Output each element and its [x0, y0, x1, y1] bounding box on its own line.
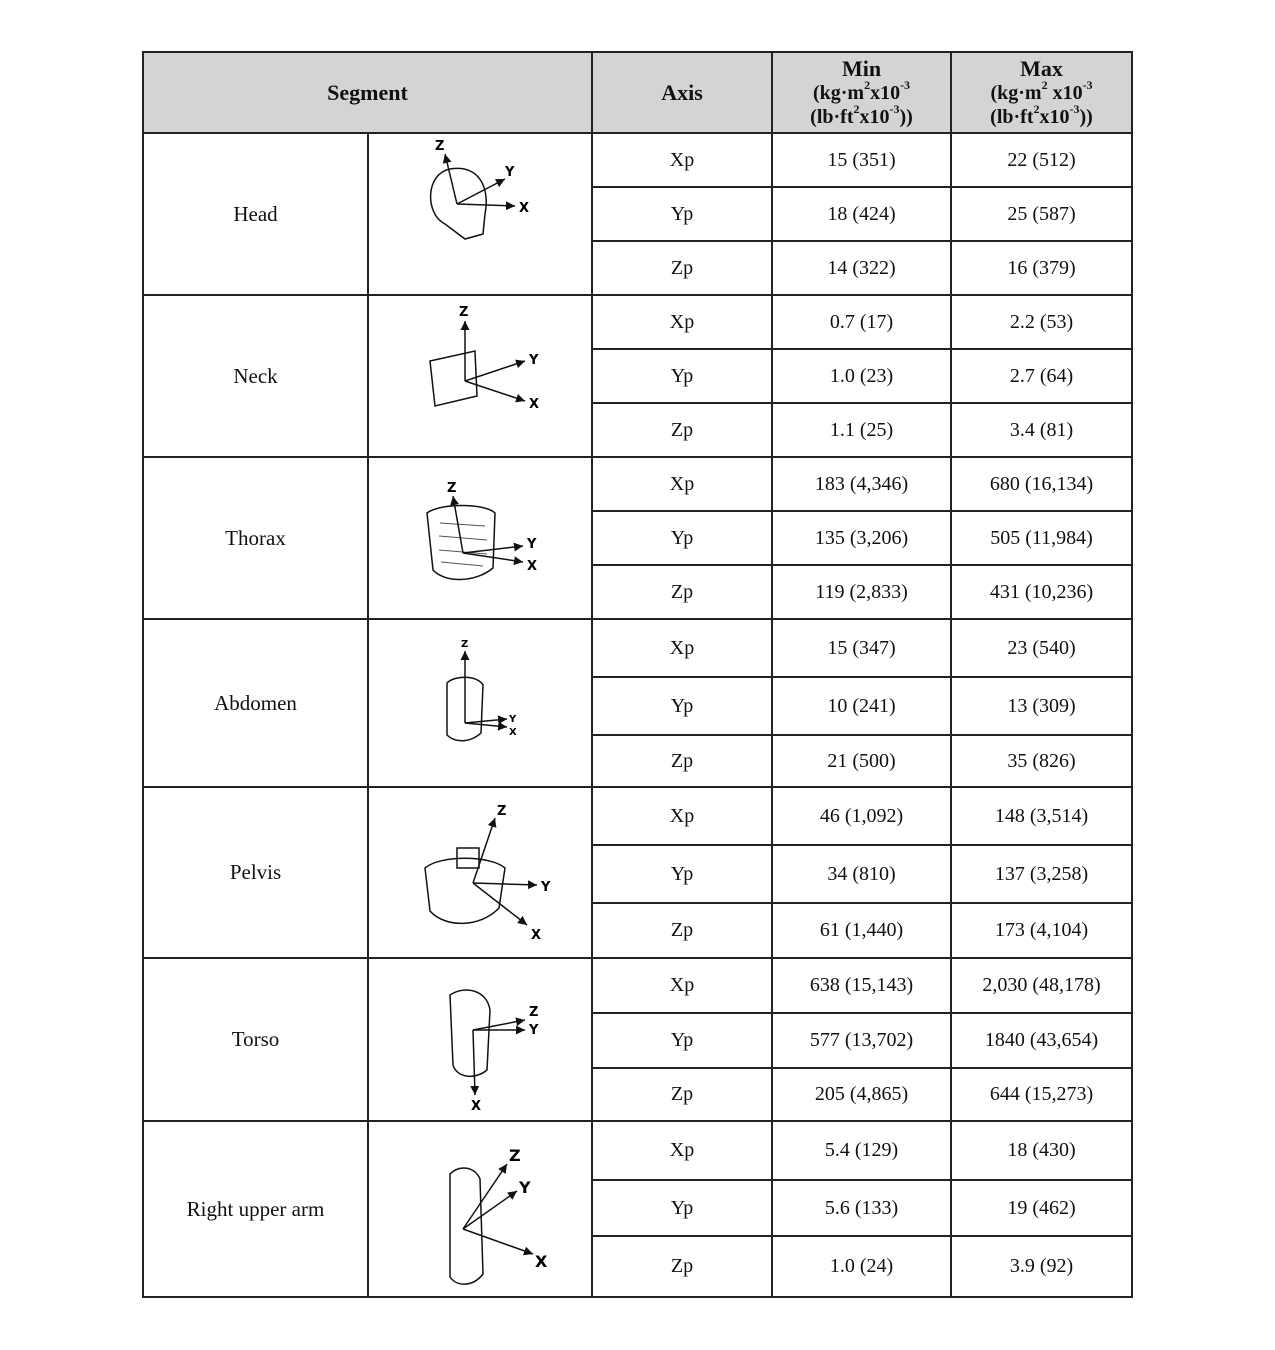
svg-text:Z: Z	[447, 481, 457, 496]
svg-text:Y: Y	[541, 879, 551, 895]
axis-cell: Zp	[592, 1068, 772, 1121]
axis-header: Axis	[592, 52, 772, 133]
svg-text:X: X	[527, 559, 538, 574]
svg-text:Z: Z	[529, 1004, 539, 1020]
axis-cell: Zp	[592, 241, 772, 295]
axis-cell: Yp	[592, 349, 772, 403]
min-cell: 5.4 (129)	[772, 1121, 951, 1180]
max-cell: 16 (379)	[951, 241, 1132, 295]
min-cell: 14 (322)	[772, 241, 951, 295]
torso-icon	[368, 958, 592, 1121]
max-cell: 431 (10,236)	[951, 565, 1132, 619]
axis-cell: Yp	[592, 845, 772, 903]
min-cell: 61 (1,440)	[772, 903, 951, 958]
max-cell: 3.4 (81)	[951, 403, 1132, 457]
min-header-title: Min	[841, 55, 882, 81]
min-cell: 10 (241)	[772, 677, 951, 735]
table-row	[143, 958, 1132, 1013]
axis-cell: Zp	[592, 735, 772, 787]
svg-text:X: X	[529, 397, 540, 412]
min-cell: 119 (2,833)	[772, 565, 951, 619]
svg-text:Y: Y	[527, 537, 537, 552]
segment-name: Abdomen	[143, 619, 368, 787]
max-cell: 2.7 (64)	[951, 349, 1132, 403]
axis-cell: Yp	[592, 677, 772, 735]
max-cell: 35 (826)	[951, 735, 1132, 787]
svg-text:Y: Y	[529, 353, 539, 368]
head-icon	[368, 133, 592, 295]
min-cell: 638 (15,143)	[772, 958, 951, 1013]
axis-cell: Zp	[592, 565, 772, 619]
min-cell: 1.0 (23)	[772, 349, 951, 403]
axis-cell: Xp	[592, 133, 772, 187]
axis-cell: Zp	[592, 903, 772, 958]
max-cell: 148 (3,514)	[951, 787, 1132, 845]
max-cell: 22 (512)	[951, 133, 1132, 187]
min-cell: 18 (424)	[772, 187, 951, 241]
max-cell: 173 (4,104)	[951, 903, 1132, 958]
axis-cell: Xp	[592, 958, 772, 1013]
max-cell: 3.9 (92)	[951, 1236, 1132, 1297]
min-cell: 577 (13,702)	[772, 1013, 951, 1068]
inertia-table	[142, 51, 1133, 1298]
svg-text:X: X	[531, 927, 542, 943]
axis-cell: Zp	[592, 1236, 772, 1297]
axis-cell: Yp	[592, 1180, 772, 1236]
axis-cell: Yp	[592, 1013, 772, 1068]
min-header-si-unit: ($kg\cdot m^2x10^{-3}$	[812, 77, 911, 104]
min-cell: 135 (3,206)	[772, 511, 951, 565]
segment-name: Thorax	[143, 457, 368, 619]
min-cell: 15 (347)	[772, 619, 951, 677]
svg-text:Z: Z	[435, 139, 445, 154]
svg-text:Z: Z	[509, 1146, 521, 1165]
svg-text:X: X	[509, 727, 517, 738]
svg-text:Y: Y	[505, 165, 515, 180]
max-header-title: Max	[1020, 55, 1063, 81]
min-cell: 5.6 (133)	[772, 1180, 951, 1236]
max-cell: 13 (309)	[951, 677, 1132, 735]
table-row	[143, 457, 1132, 511]
max-header-imperial-unit: $(lb\cdot ft^2x10^{-3})$)	[990, 101, 1093, 128]
svg-text:X: X	[519, 201, 530, 216]
upper-arm-icon	[368, 1121, 592, 1297]
table-row	[143, 787, 1132, 845]
svg-text:X: X	[535, 1252, 548, 1271]
svg-text:X: X	[471, 1098, 482, 1114]
min-cell: 21 (500)	[772, 735, 951, 787]
pelvis-icon	[368, 787, 592, 958]
min-cell: 205 (4,865)	[772, 1068, 951, 1121]
min-cell: 183 (4,346)	[772, 457, 951, 511]
header-row	[143, 52, 1132, 133]
min-header-imperial-unit: $(lb\cdot ft^2x10^{-3})$)	[810, 101, 913, 128]
max-cell: 137 (3,258)	[951, 845, 1132, 903]
svg-text:Y: Y	[509, 714, 517, 725]
svg-text:Y: Y	[519, 1178, 531, 1197]
segment-header: Segment	[143, 52, 592, 133]
axis-cell: Xp	[592, 619, 772, 677]
segment-name: Pelvis	[143, 787, 368, 958]
min-cell: 34 (810)	[772, 845, 951, 903]
max-cell: 19 (462)	[951, 1180, 1132, 1236]
min-cell: 15 (351)	[772, 133, 951, 187]
min-header	[772, 52, 951, 133]
max-cell: 23 (540)	[951, 619, 1132, 677]
max-header	[951, 52, 1132, 133]
axis-cell: Zp	[592, 403, 772, 457]
table-row	[143, 295, 1132, 349]
max-header-si-unit: ($kg\cdot m^2$ $x10^{-3}$	[990, 77, 1093, 104]
axis-cell: Yp	[592, 511, 772, 565]
svg-text:Z: Z	[497, 803, 507, 819]
min-cell: 0.7 (17)	[772, 295, 951, 349]
segment-name: Torso	[143, 958, 368, 1121]
abdomen-icon	[368, 619, 592, 787]
neck-icon	[368, 295, 592, 457]
max-cell: 18 (430)	[951, 1121, 1132, 1180]
svg-text:Z: Z	[461, 639, 469, 650]
table-row	[143, 133, 1132, 187]
axis-cell: Xp	[592, 457, 772, 511]
axis-cell: Yp	[592, 187, 772, 241]
min-cell: 1.0 (24)	[772, 1236, 951, 1297]
max-cell: 644 (15,273)	[951, 1068, 1132, 1121]
max-cell: 2,030 (48,178)	[951, 958, 1132, 1013]
max-cell: 680 (16,134)	[951, 457, 1132, 511]
svg-text:Z: Z	[459, 305, 469, 320]
thorax-icon	[368, 457, 592, 619]
axis-cell: Xp	[592, 1121, 772, 1180]
svg-text:Y: Y	[529, 1022, 539, 1038]
min-cell: 1.1 (25)	[772, 403, 951, 457]
min-cell: 46 (1,092)	[772, 787, 951, 845]
segment-name: Head	[143, 133, 368, 295]
max-cell: 1840 (43,654)	[951, 1013, 1132, 1068]
max-cell: 2.2 (53)	[951, 295, 1132, 349]
max-cell: 25 (587)	[951, 187, 1132, 241]
axis-cell: Xp	[592, 787, 772, 845]
segment-name: Neck	[143, 295, 368, 457]
table-body	[143, 133, 1132, 1297]
axis-cell: Xp	[592, 295, 772, 349]
table-row	[143, 1121, 1132, 1180]
segment-name: Right upper arm	[143, 1121, 368, 1297]
max-cell: 505 (11,984)	[951, 511, 1132, 565]
table-row	[143, 619, 1132, 677]
